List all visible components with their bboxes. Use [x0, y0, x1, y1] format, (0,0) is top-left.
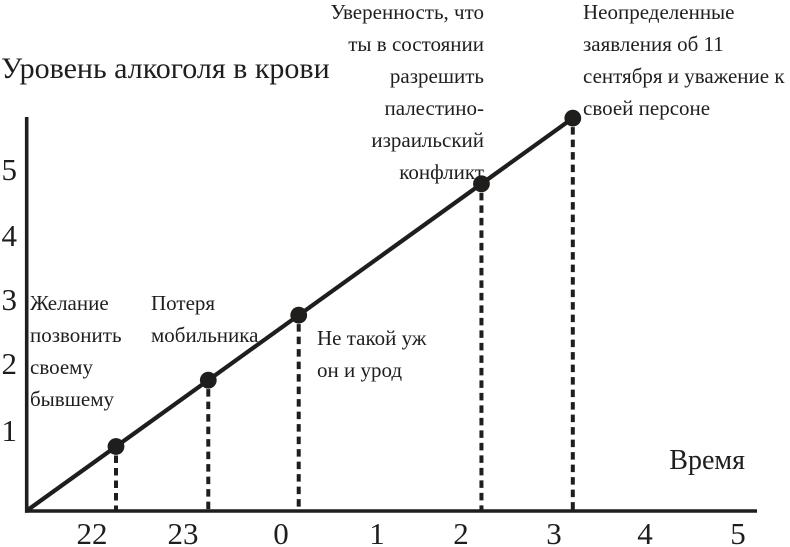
x-tick-label: 22 — [76, 516, 108, 547]
annotation-line: своему — [30, 355, 93, 379]
point-annotation — [583, 0, 785, 124]
x-tick-label: 5 — [730, 516, 746, 547]
annotation-line: заявления об 11 — [583, 32, 724, 56]
point-annotation — [331, 0, 484, 188]
annotation-line: конфликт — [399, 160, 484, 184]
x-tick-label: 3 — [546, 516, 562, 547]
point-annotation — [151, 287, 258, 351]
annotation-line: Потеря — [151, 291, 216, 315]
annotation-line: Желание — [30, 291, 109, 315]
annotation-line: Не такой уж — [317, 326, 427, 350]
data-point — [290, 307, 307, 324]
y-tick-label: 5 — [1, 152, 17, 187]
data-point — [564, 110, 581, 127]
x-tick-label: 0 — [273, 516, 289, 547]
x-tick-label: 23 — [167, 516, 199, 547]
data-point — [108, 438, 125, 455]
y-tick-label: 3 — [1, 282, 17, 317]
annotation-line: мобильника — [151, 323, 259, 347]
y-axis-title: Уровень алкоголя в крови — [1, 52, 330, 85]
annotation-line: разрешить — [389, 64, 484, 88]
y-tick-label: 2 — [1, 346, 17, 381]
annotation-line: Неопределенные — [583, 0, 735, 24]
annotation-line: сентября и уважение к — [583, 64, 785, 88]
x-tick-label: 4 — [637, 516, 653, 547]
annotation-line: израильский — [371, 128, 484, 152]
y-tick-label: 4 — [1, 218, 17, 253]
annotation-line: ты в состоянии — [348, 32, 484, 56]
x-axis-title: Время — [669, 445, 745, 476]
x-tick-label: 2 — [453, 516, 469, 547]
annotation-line: Уверенность, что — [330, 0, 484, 24]
x-tick-label: 1 — [369, 516, 385, 547]
y-tick-label: 1 — [1, 413, 17, 448]
annotation-line: он и урод — [317, 358, 403, 382]
annotation-line: позвонить — [30, 323, 122, 347]
annotation-line: бывшему — [30, 387, 114, 411]
annotation-line: своей персоне — [583, 96, 711, 120]
annotation-line: палестино- — [384, 96, 484, 120]
data-point — [200, 372, 217, 389]
point-annotation — [317, 322, 426, 386]
point-annotation — [30, 287, 122, 415]
